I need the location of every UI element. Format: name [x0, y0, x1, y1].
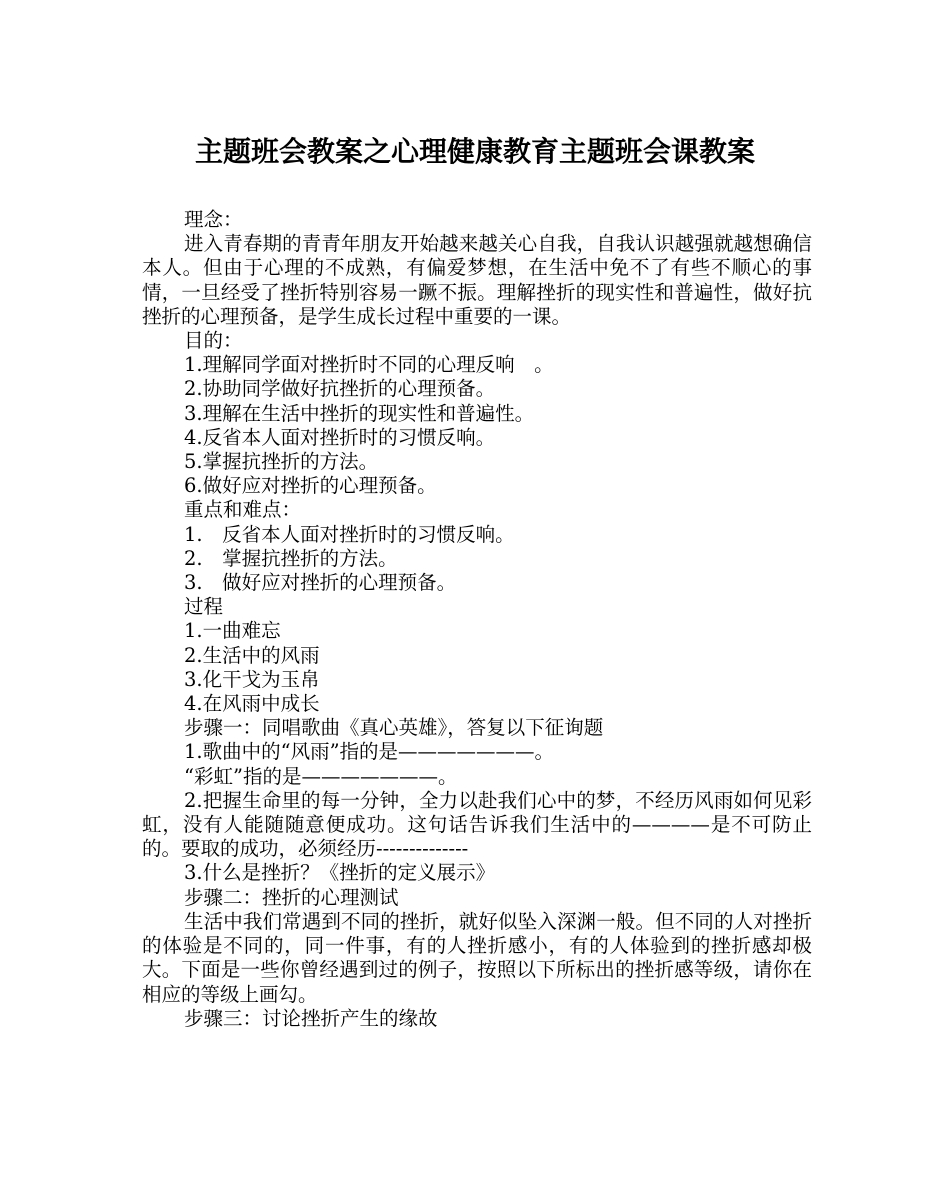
list-item: 2.生活中的风雨: [184, 643, 320, 667]
page-title: 主题班会教案之心理健康教育主题班会课教案: [194, 135, 755, 168]
list-item: 4.在风雨中成长: [184, 692, 320, 716]
list-item: 3.化干戈为玉帛: [184, 667, 320, 691]
paragraph: 进入青春期的青青年朋友开始越来越关心自我，自我认识越强就越想确信本人。但由于心理的不成熟，有偏爱梦想，在生活中免不了有些不顺心的事情，一旦经受了挫折特别容易一蹶不振。理解挫折的现实性和普遍性，做好抗挫折的心理预备，是学生成长过程中重要的一课。: [142, 232, 812, 328]
paragraph: 步骤三：讨论挫折产生的缘故: [184, 1006, 438, 1030]
list-item: 5.掌握抗挫折的方法。: [184, 450, 379, 474]
paragraph: “彩虹”指的是———————。: [184, 764, 458, 788]
paragraph: 1.歌曲中的“风雨”指的是———————。: [184, 740, 555, 764]
list-item: 6.做好应对挫折的心理预备。: [184, 474, 437, 498]
document-body: [142, 208, 812, 1031]
list-item: 1.一曲难忘: [184, 619, 281, 643]
paragraph: 重点和难点：: [184, 498, 302, 522]
paragraph: 理念：: [184, 208, 243, 231]
list-item: 1. 反省本人面对挫折时的习惯反响。: [184, 522, 515, 546]
paragraph: 目的：: [184, 329, 243, 353]
paragraph: 3.什么是挫折？《挫折的定义展示》: [184, 861, 496, 885]
paragraph: 生活中我们常遇到不同的挫折，就好似坠入深渊一般。但不同的人对挫折的体验是不同的，同一件事，有的人挫折感小，有的人体验到的挫折感却极大。下面是一些你曾经遇到过的例子，按照以下所标出的挫折感等级，请你在相应的等级上画勾。: [142, 909, 812, 1006]
paragraph: 过程: [184, 595, 224, 619]
list-item: 2.协助同学做好抗挫折的心理预备。: [184, 377, 496, 401]
list-item: 3. 做好应对挫折的心理预备。: [184, 571, 457, 595]
list-item: 3.理解在生活中挫折的现实性和普遍性。: [184, 401, 535, 425]
list-item: 2. 掌握抗挫折的方法。: [184, 546, 398, 570]
list-item: 1.理解同学面对挫折时不同的心理反响 。: [184, 353, 554, 377]
paragraph: 步骤一：同唱歌曲《真心英雄》，答复以下征询题: [184, 716, 604, 740]
paragraph: 2.把握生命里的每一分钟，全力以赴我们心中的梦，不经历风雨如何见彩虹，没有人能随随意便成功。这句话告诉我们生活中的————是不可防止的。要取的成功，必须经历--------------: [142, 788, 812, 861]
paragraph: 步骤二：挫折的心理测试: [184, 885, 399, 909]
list-item: 4.反省本人面对挫折时的习惯反响。: [184, 425, 496, 449]
